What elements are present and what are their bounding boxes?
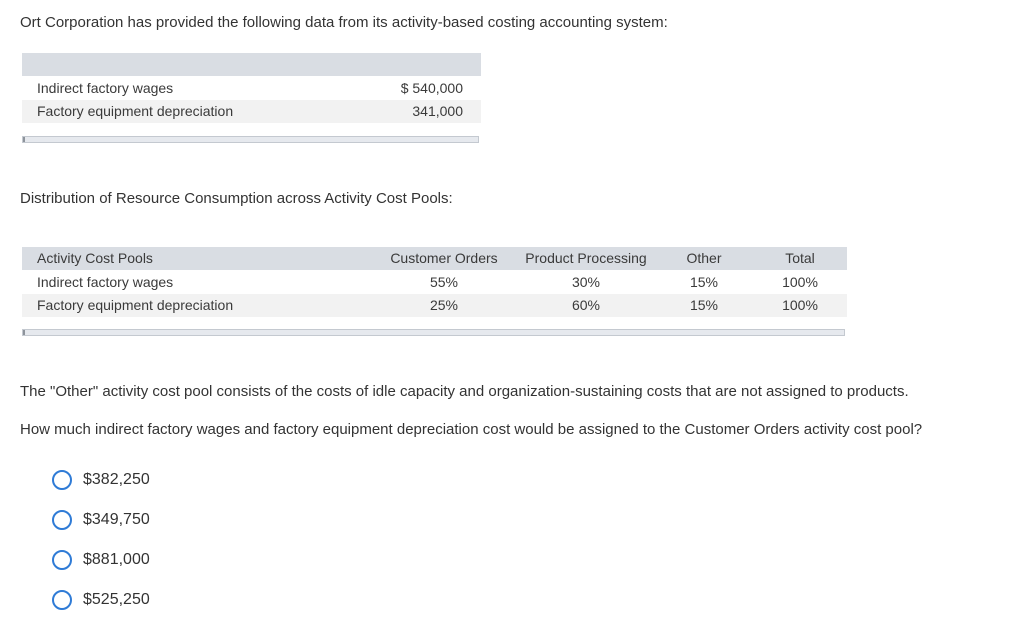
column-header: Product Processing [525,250,647,266]
table-cell: Factory equipment depreciation [37,297,234,313]
scrollbar-thumb[interactable] [23,137,25,142]
table-cell: 30% [571,274,601,290]
note-text: The "Other" activity cost pool consists of the costs of idle capacity and organization-sustaining costs that are not assigned to products. [20,383,909,400]
table-row [22,294,847,317]
distribution-heading: Distribution of Resource Consumption across Activity Cost Pools: [20,190,453,207]
table-cell: 100% [782,274,818,290]
radio-button-icon[interactable] [52,510,72,530]
column-header: Other [686,250,722,266]
option-label[interactable]: $382,250 [83,471,150,488]
table-cell: 60% [571,297,601,313]
column-header: Customer Orders [390,250,498,266]
answer-option-3[interactable] [52,548,252,572]
table-cell: 55% [429,274,459,290]
column-header: Total [785,250,815,266]
table-header-row [22,247,847,270]
table-cell: 100% [782,297,818,313]
table-cell: 15% [689,274,719,290]
intro-text: Ort Corporation has provided the following data from its activity-based costing accounting system: [20,14,668,31]
cost-row-value: 341,000 [412,103,463,119]
distribution-table-scrollbar[interactable] [22,329,845,336]
option-label[interactable]: $881,000 [83,551,150,568]
answer-option-1[interactable] [52,468,252,492]
column-header: Activity Cost Pools [37,250,153,266]
cost-row-label: Indirect factory wages [37,80,174,96]
cost-table-scrollbar[interactable] [22,136,479,143]
option-label[interactable]: $525,250 [83,591,150,608]
answer-option-2[interactable] [52,508,252,532]
radio-button-icon[interactable] [52,590,72,610]
cost-table [22,53,481,145]
cost-row-label: Factory equipment depreciation [37,103,234,119]
table-row [22,77,481,100]
table-row [22,271,847,294]
table-cell: Indirect factory wages [37,274,174,290]
answer-option-4[interactable] [52,588,252,612]
radio-button-icon[interactable] [52,550,72,570]
table-cell: 15% [689,297,719,313]
question-text: How much indirect factory wages and factory equipment depreciation cost would be assigned to the Customer Orders activity cost pool? [20,421,923,438]
radio-button-icon[interactable] [52,470,72,490]
cost-row-value: $ 540,000 [400,80,463,96]
scrollbar-thumb[interactable] [23,330,25,335]
table-cell: 25% [429,297,459,313]
option-label[interactable]: $349,750 [83,511,150,528]
cost-table-header [22,53,481,76]
table-row [22,100,481,123]
distribution-table [22,247,847,339]
